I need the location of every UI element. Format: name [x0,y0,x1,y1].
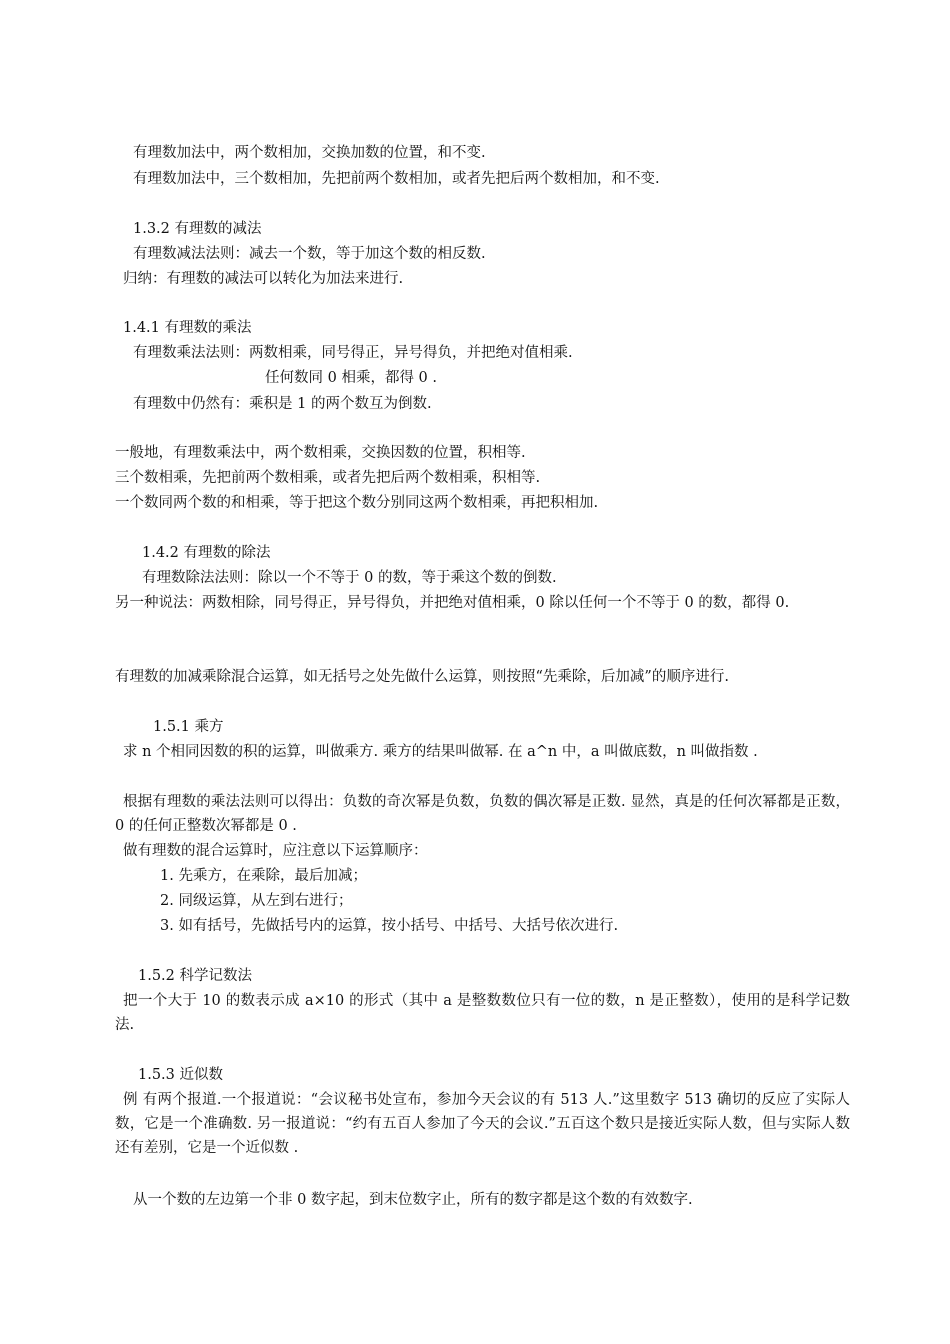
text-line: 有理数除法法则：除以一个不等于 0 的数，等于乘这个数的倒数. [142,570,557,586]
section-heading: 1.4.1 有理数的乘法 [123,320,252,336]
text-line: 一个数同两个数的和相乘，等于把这个数分别同这两个数相乘，再把积相加. [115,495,599,511]
list-item: 3. 如有括号，先做括号内的运算，按小括号、中括号、大括号依次进行. [160,918,619,934]
list-item: 2. 同级运算，从左到右进行； [160,893,353,909]
paragraph: 根据有理数的乘法法则可以得出：负数的奇次幂是负数，负数的偶次幂是正数. 显然，真是的任何次幂都是正数，0 的任何正整数次幂都是 0 . [115,794,850,834]
text-line: 有理数减法法则：减去一个数，等于加这个数的相反数. [133,246,486,262]
section-heading: 1.5.3 近似数 [138,1067,224,1083]
text-line: 有理数乘法法则：两数相乘，同号得正，异号得负，并把绝对值相乘. [133,345,573,361]
text-line: 有理数加法中，三个数相加，先把前两个数相加，或者先把后两个数相加，和不变. [133,171,660,187]
text-line: 归纳：有理数的减法可以转化为加法来进行. [123,271,404,287]
section-heading: 1.4.2 有理数的除法 [142,545,271,561]
text-line: 从一个数的左边第一个非 0 数字起，到末位数字止，所有的数字都是这个数的有效数字. [133,1192,693,1208]
text-line: 有理数加法中，两个数相加，交换加数的位置，和不变. [133,145,486,161]
list-item: 1. 先乘方，在乘除，最后加减； [160,868,367,884]
text-line: 做有理数的混合运算时，应注意以下运算顺序： [123,843,428,859]
section-heading: 1.5.1 乘方 [153,719,224,735]
paragraph: 另一种说法：两数相除，同号得正，异号得负，并把绝对值相乘，0 除以任何一个不等于 0 的数，都得 0. [115,595,790,611]
text-line: 三个数相乘，先把前两个数相乘，或者先把后两个数相乘，积相等. [115,470,541,486]
paragraph: 把一个大于 10 的数表示成 a×10 的形式（其中 a 是整数数位只有一位的数，n 是正整数），使用的是科学记数法. [115,993,850,1033]
text-line: 有理数的加减乘除混合运算，如无括号之处先做什么运算，则按照“先乘除，后加减”的顺序进行. [115,669,729,685]
text-line: 任何数同 0 相乘，都得 0 . [265,370,437,386]
text-line: 一般地，有理数乘法中，两个数相乘，交换因数的位置，积相等. [115,445,526,461]
section-heading: 1.3.2 有理数的减法 [133,221,262,237]
section-heading: 1.5.2 科学记数法 [138,968,253,984]
text-line: 有理数中仍然有：乘积是 1 的两个数互为倒数. [133,396,432,412]
paragraph: 例 有两个报道.一个报道说：“会议秘书处宣布，参加今天会议的有 513 人.”这里数字 513 确切的反应了实际人数，它是一个准确数. 另一报道说：“约有五百人参加了今天的会议.”五百这个数只是接近实际人数，但与实际人数还有差别，它是一个近似数 . [115,1092,850,1156]
text-line: 求 n 个相同因数的积的运算，叫做乘方. 乘方的结果叫做幂. 在 a^n 中，a 叫做底数，n 叫做指数 . [123,744,758,760]
